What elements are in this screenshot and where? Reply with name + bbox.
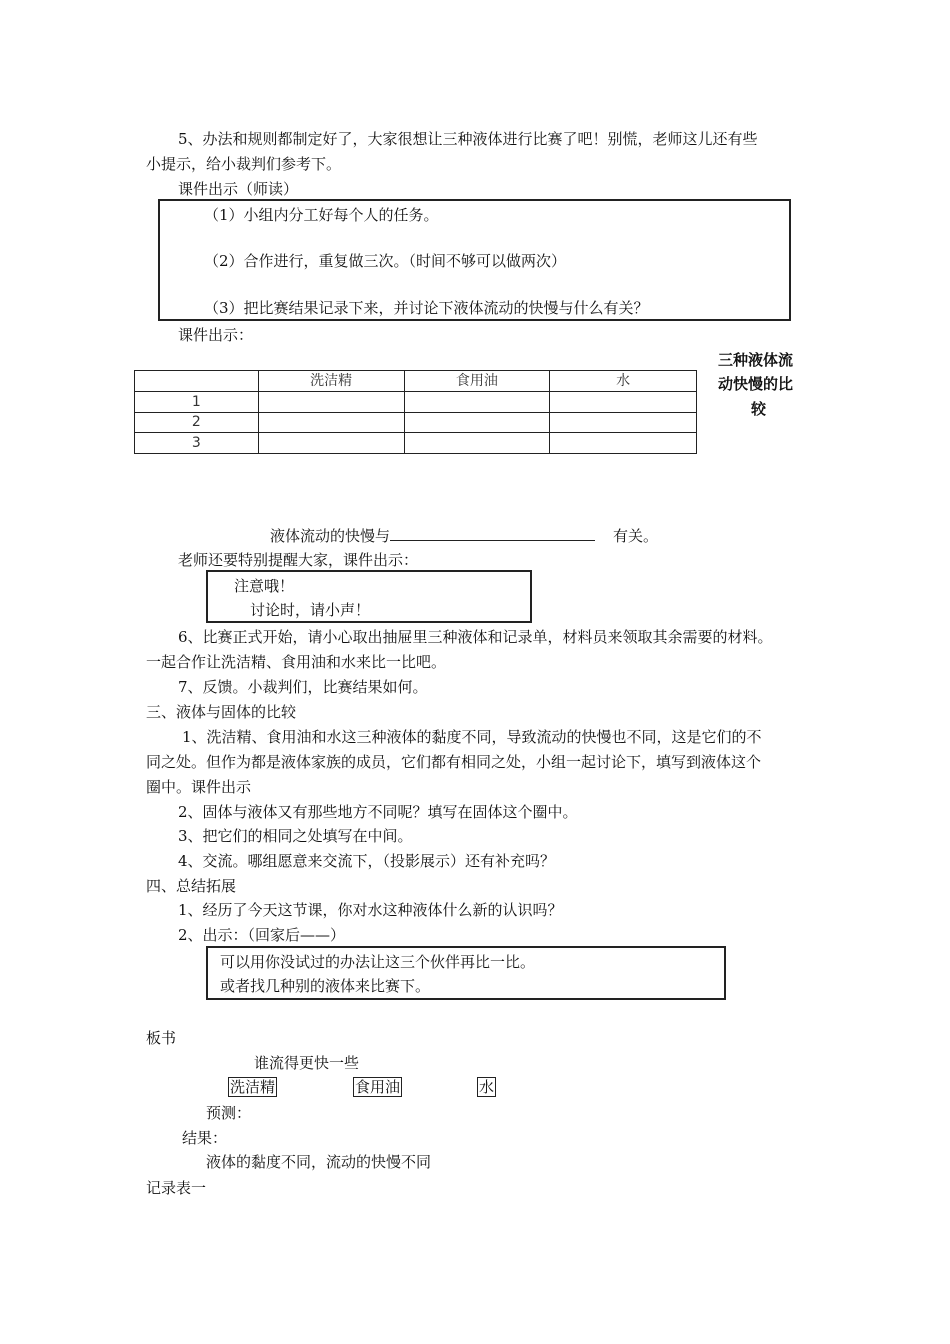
board-conclusion: 液体的黏度不同，流动的快慢不同 <box>206 1153 432 1171</box>
board-heading: 板书 <box>146 1029 177 1047</box>
notice-line1: 注意哦！ <box>234 577 295 595</box>
section-3-p4: 4、交流。哪组愿意来交流下，（投影展示）还有补充吗？ <box>178 852 556 870</box>
fill-blank-sentence <box>270 524 658 546</box>
paragraph-5-line2: 小提示，给小裁判们参考下。 <box>146 155 342 173</box>
table-title-line1: 三种液体流 <box>718 351 794 369</box>
table-header-cell: 食用油 <box>404 371 550 392</box>
board-title: 谁流得更快一些 <box>254 1054 360 1072</box>
section-3-p3: 3、把它们的相同之处填写在中间。 <box>178 827 413 845</box>
notice-box <box>206 570 532 623</box>
section-3-p1-line2: 同之处。但作为都是液体家族的成员，它们都有相同之处，小组一起讨论下，填写到液体这个 <box>146 753 762 771</box>
table-row <box>135 412 697 433</box>
paragraph-5-line1: 5、办法和规则都制定好了，大家很想让三种液体进行比赛了吧！别慌，老师这儿还有些 <box>178 130 758 148</box>
paragraph-7: 7、反馈。小裁判们，比赛结果如何。 <box>178 678 428 696</box>
table-cell[interactable] <box>258 391 404 412</box>
tips-box <box>158 199 791 321</box>
section-3-heading: 三、液体与固体的比较 <box>146 703 297 721</box>
comparison-table <box>134 370 697 454</box>
courseware-label: 课件出示（师读） <box>178 180 299 198</box>
answer-blank[interactable] <box>390 524 595 541</box>
table-cell[interactable] <box>404 412 550 433</box>
homework-line2: 或者找几种别的液体来比赛下。 <box>220 977 431 995</box>
section-3-p1-line3: 圈中。课件出示 <box>146 778 252 796</box>
table-cell[interactable] <box>258 412 404 433</box>
table-title-line2: 动快慢的比 <box>718 375 794 393</box>
table-row-label: 2 <box>135 412 259 433</box>
table-header-cell <box>135 371 259 392</box>
table-row-label: 1 <box>135 391 259 412</box>
table-cell[interactable] <box>404 391 550 412</box>
homework-box <box>206 946 726 1000</box>
paragraph-6-line1: 6、比赛正式开始，请小心取出抽屉里三种液体和记录单，材料员来领取其余需要的材料。 <box>178 628 773 646</box>
homework-line1: 可以用你没试过的办法让这三个伙伴再比一比。 <box>220 953 536 971</box>
tip-3: （3）把比赛结果记录下来，并讨论下液体流动的快慢与什么有关？ <box>204 299 649 317</box>
table-row <box>135 391 697 412</box>
paragraph-6-line2: 一起合作让洗洁精、食用油和水来比一比吧。 <box>146 653 447 671</box>
reminder-text: 老师还要特别提醒大家，课件出示： <box>178 551 419 569</box>
courseware-label-2: 课件出示： <box>178 326 254 344</box>
section-3-p2: 2、固体与液体又有那些地方不同呢？填写在固体这个圈中。 <box>178 803 578 821</box>
table-title-line3: 较 <box>751 400 767 418</box>
section-4-heading: 四、总结拓展 <box>146 877 237 895</box>
table-header-row <box>135 371 697 392</box>
board-tag-cooking-oil: 食用油 <box>355 1078 401 1096</box>
record-sheet-heading: 记录表一 <box>146 1179 207 1197</box>
table-cell[interactable] <box>258 433 404 454</box>
section-4-p1: 1、经历了今天这节课，你对水这种液体什么新的认识吗？ <box>178 901 563 919</box>
tip-2: （2）合作进行，重复做三次。（时间不够可以做两次） <box>204 252 567 270</box>
board-result: 结果： <box>182 1129 228 1147</box>
fill-suffix: 有关。 <box>613 527 659 545</box>
notice-line2: 讨论时，请小声！ <box>250 601 371 619</box>
table-row <box>135 433 697 454</box>
table-header-cell: 水 <box>550 371 697 392</box>
table-cell[interactable] <box>550 433 697 454</box>
table-cell[interactable] <box>550 391 697 412</box>
table-row-label: 3 <box>135 433 259 454</box>
fill-prefix: 液体流动的快慢与 <box>270 527 391 545</box>
board-prediction: 预测： <box>206 1104 252 1122</box>
board-tag-detergent: 洗洁精 <box>230 1078 276 1096</box>
table-cell[interactable] <box>404 433 550 454</box>
table-header-cell: 洗洁精 <box>258 371 404 392</box>
tip-1: （1）小组内分工好每个人的任务。 <box>204 206 439 224</box>
table-cell[interactable] <box>550 412 697 433</box>
section-4-p2: 2、出示：（回家后——） <box>178 926 346 944</box>
section-3-p1-line1: 1、洗洁精、食用油和水这三种液体的黏度不同，导致流动的快慢也不同，这是它们的不 <box>182 728 762 746</box>
board-tag-water: 水 <box>479 1078 495 1096</box>
